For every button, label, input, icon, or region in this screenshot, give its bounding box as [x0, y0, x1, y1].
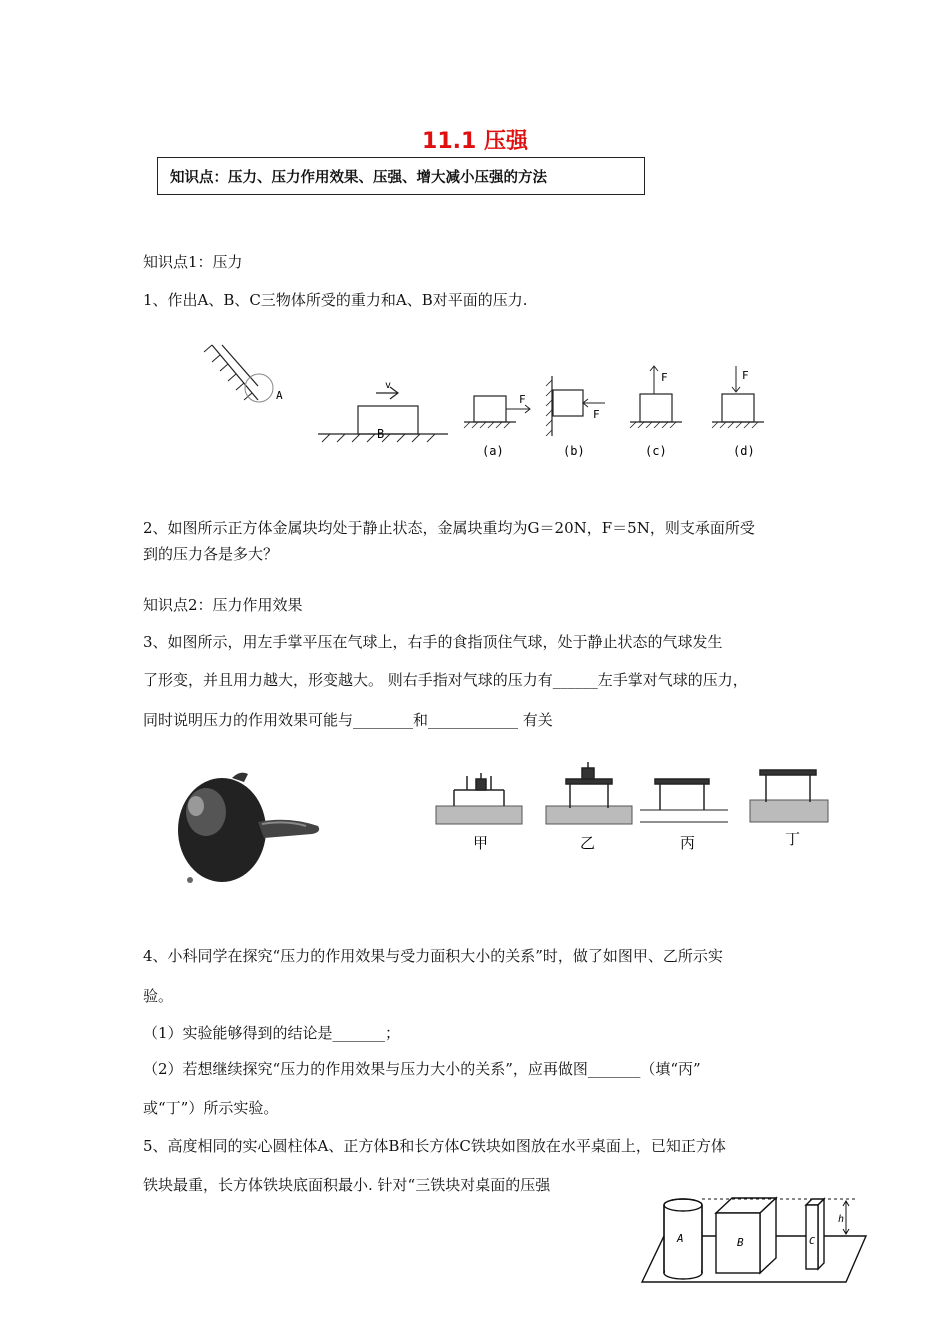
caption-a: (a): [482, 444, 504, 458]
label-a: A: [276, 389, 283, 402]
question-1: 1、作出A、B、C三物体所受的重力和A、B对平面的压力.: [143, 291, 528, 309]
label-cube-b: B: [737, 1236, 744, 1249]
section-heading-1: 知识点1：压力: [143, 253, 243, 271]
caption-b: (b): [563, 444, 585, 458]
question-4-line-1: 4、小科同学在探究“压力的作用效果与受力面积大小的关系”时，做了如图甲、乙所示实: [143, 947, 723, 965]
caption-yi: 乙: [580, 834, 596, 852]
caption-c: (c): [645, 444, 667, 458]
knowledge-points-box: 知识点：压力、压力作用效果、压强、增大减小压强的方法: [157, 157, 645, 195]
caption-d: (d): [733, 444, 755, 458]
label-f-b: F: [593, 408, 600, 421]
question-3-line-1: 3、如图所示，用左手掌平压在气球上，右手的食指顶住气球，处于静止状态的气球发生: [143, 633, 723, 651]
question-4-line-2: 验。: [143, 987, 174, 1005]
question-4-sub-1: （1）实验能够得到的结论是_______；: [143, 1024, 401, 1042]
label-block-c: C: [809, 1236, 816, 1247]
label-v: v: [385, 380, 392, 391]
label-f-c: F: [661, 371, 668, 384]
question-2-line-2: 到的压力各是多大？: [143, 545, 279, 563]
question-5-line-2: 铁块最重，长方体铁块底面积最小. 针对“三铁块对桌面的压强: [143, 1176, 551, 1194]
label-cyl-a: A: [677, 1232, 684, 1245]
question-4-sub-3: 或“丁”）所示实验。: [143, 1099, 279, 1117]
label-f-a: F: [519, 393, 526, 406]
label-f-d: F: [742, 369, 749, 382]
label-h: h: [838, 1214, 845, 1225]
question-3-line-2: 了形变，并且用力越大，形变越大。 则右手指对气球的压力有______左手掌对气球的压力，: [143, 671, 748, 689]
label-b: B: [377, 427, 385, 441]
question-4-sub-2: （2）若想继续探究“压力的作用效果与压力大小的关系”，应再做图_______（填“丙”: [143, 1060, 701, 1078]
page-title: 11.1 压强: [422, 129, 528, 154]
caption-bing: 丙: [680, 834, 696, 852]
question-3-line-3: 同时说明压力的作用效果可能与________和____________ 有关: [143, 711, 553, 729]
caption-ding: 丁: [785, 830, 801, 848]
section-heading-2: 知识点2：压力作用效果: [143, 596, 303, 614]
question-2-line-1: 2、如图所示正方体金属块均处于静止状态，金属块重均为G＝20N，F＝5N，则支承面所受: [143, 519, 755, 537]
caption-jia: 甲: [473, 834, 489, 852]
question-5-line-1: 5、高度相同的实心圆柱体A、正方体B和长方体C铁块如图放在水平桌面上，已知正方体: [143, 1137, 726, 1155]
